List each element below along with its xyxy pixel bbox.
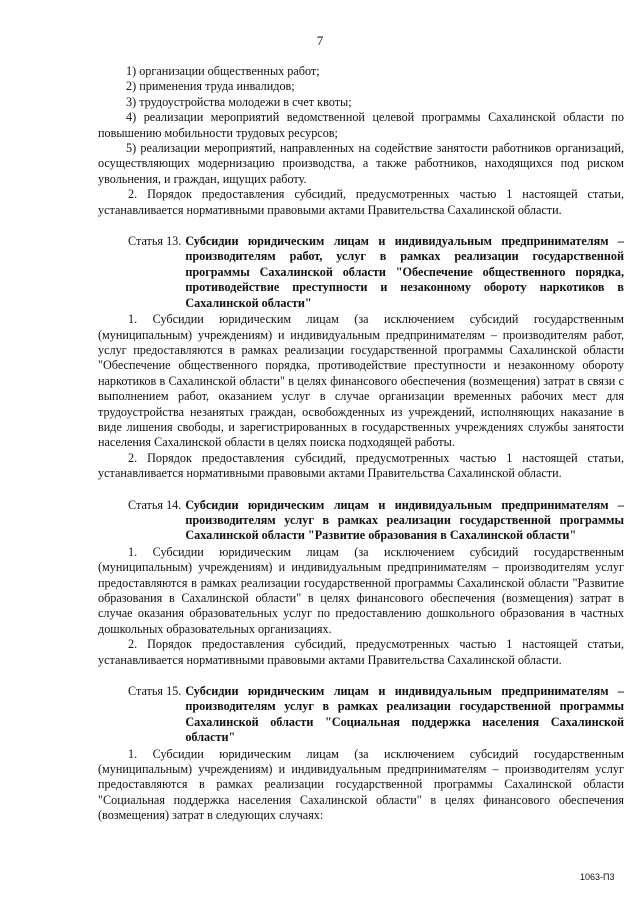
- list-item: 1) организации общественных работ;: [126, 64, 320, 78]
- list-item: 4) реализации мероприятий ведомственной целевой программы Сахалинской области по повышению мобильности трудовых ресурсов;: [98, 110, 624, 140]
- paragraph: 2. Порядок предоставления субсидий, предусмотренных частью 1 настоящей статьи, устанавливается нормативными правовыми актами Правительства Сахалинской области.: [98, 637, 624, 667]
- paragraph: 1. Субсидии юридическим лицам (за исключением субсидий государственным (муниципальным) учреждениям) и индивидуальным предпринимателям – производителям услуг предоставляются в рамках реализации государственной программы Сахалинской области "Социальная поддержка населения Сахалинской области" в целях финансового обеспечения (возмещения) затрат в следующих случаях:: [98, 746, 624, 823]
- article-heading-15: [128, 684, 624, 746]
- article-label: Статья 15.: [128, 684, 182, 699]
- list-item: 3) трудоустройства молодежи в счет квоты;: [126, 94, 352, 109]
- article-title: Субсидии юридическим лицам и индивидуальным предпринимателям – производителям услуг в рамках реализации государственной программы Сахалинской области "Социальная поддержка населения Сахалинской области": [185, 684, 624, 745]
- paragraph: 1. Субсидии юридическим лицам (за исключением субсидий государственным (муниципальным) учреждениям) и индивидуальным предпринимателям – производителям услуг предоставляются в рамках реализации государственной программы Сахалинской области "Развитие образования в Сахалинской области" в целях финансового обеспечения (возмещения) затрат в случае оказания образовательных услуг по предоставлению дошкольного образования в частных дошкольных образовательных организациях.: [98, 544, 624, 636]
- document-code: 1063-П3: [580, 872, 615, 882]
- list-item: 2) применения труда инвалидов;: [126, 79, 295, 94]
- list-item: 5) реализации мероприятий, направленных на содействие занятости работников организаций, осуществляющих модернизацию производства, а также работников, находящихся под риском увольнения, и граждан, ищущих работу.: [98, 141, 624, 186]
- article-title: Субсидии юридическим лицам и индивидуальным предпринимателям – производителям работ, услуг в рамках реализации государственной программы Сахалинской области "Обеспечение общественного порядка, противодействие преступности и незаконному обороту наркотиков в Сахалинской области": [185, 234, 624, 310]
- article-heading-13: [128, 234, 624, 311]
- article-label: Статья 13.: [128, 234, 182, 249]
- page-number: 7: [316, 33, 324, 48]
- article-label: Статья 14.: [128, 497, 182, 512]
- article-heading-14: [128, 498, 624, 544]
- paragraph: 1. Субсидии юридическим лицам (за исключением субсидий государственным (муниципальным) учреждениям) и индивидуальным предпринимателям – производителям работ, услуг предоставляются в рамках реализации государственной программы Сахалинской области "Обеспечение общественного порядка, противодействие преступности и незаконному обороту наркотиков в Сахалинской области" в целях финансового обеспечения (возмещения) затрат в связи с выполнением работ, оказанием услуг в случае организации временных рабочих мест для трудоустройства незанятых граждан, освобожденных из учреждений, исполняющих наказание в виде лишения свободы, и зарегистрированных в государственных учреждениях службы занятости населения Сахалинской области в целях поиска подходящей работы.: [98, 312, 624, 450]
- document-body: [98, 64, 624, 824]
- article-title: Субсидии юридическим лицам и индивидуальным предпринимателям – производителям услуг в рамках реализации государственной программы Сахалинской области "Развитие образования в Сахалинской области": [185, 497, 624, 543]
- paragraph: 2. Порядок предоставления субсидий, предусмотренных частью 1 настоящей статьи, устанавливается нормативными правовыми актами Правительства Сахалинской области.: [98, 187, 624, 217]
- paragraph: 2. Порядок предоставления субсидий, предусмотренных частью 1 настоящей статьи, устанавливается нормативными правовыми актами Правительства Сахалинской области.: [98, 450, 624, 481]
